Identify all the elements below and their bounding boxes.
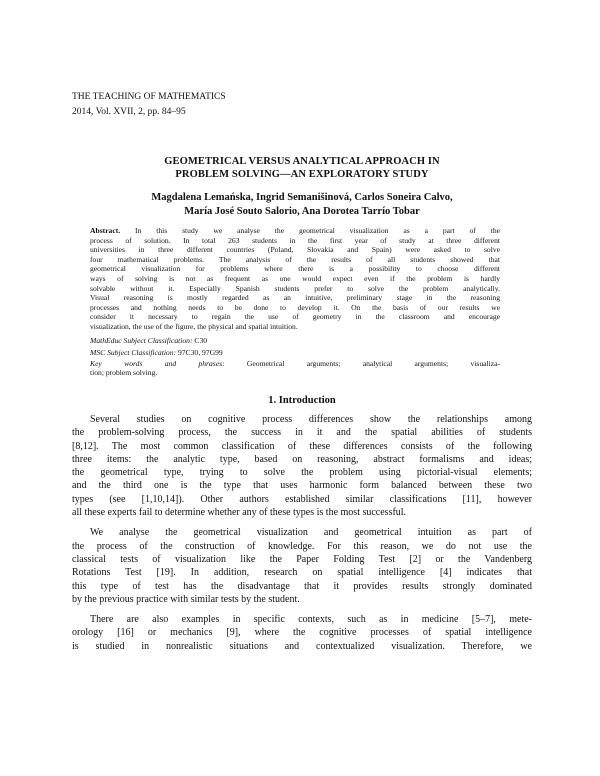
text-line: this type of test has the disadvantage that it provides results strongly dominated xyxy=(72,580,532,592)
abstract-line: process of solution. In total 263 students in the first year of study at three different xyxy=(90,235,500,245)
text-line: Rotations Test [19]. In addition, research on spatial intelligence [4] indicates that xyxy=(72,567,532,579)
journal-header xyxy=(72,90,532,120)
text-line: and the third one is the type that uses harmonic form balanced between these two xyxy=(72,480,532,492)
author-line: Magdalena Lemańska, Ingrid Semanišinová, Carlos Soneira Calvo, xyxy=(151,192,453,203)
text-line: orology [16] or mechanics [9], where the cognitive processes of spatial intelligence xyxy=(72,627,532,639)
keywords-continued: tion; problem solving. xyxy=(90,368,158,378)
abstract-line: Visual reasoning is mostly regarded as an intuitive, preliminary stage in the reasoning xyxy=(90,293,500,303)
journal-issue: 2014, Vol. XVII, 2, pp. 84–95 xyxy=(72,107,186,117)
text-line: classical tests of visualization like the Paper Folding Test [2] or the Vandenberg xyxy=(72,553,532,565)
abstract-line: geometrical visualization for problems where there is a possibility to choose different xyxy=(90,264,500,274)
abstract-line: solvable without it. Especially Spanish students prefer to solve the problem analytically. xyxy=(90,283,500,293)
title-line: PROBLEM SOLVING—AN EXPLORATORY STUDY xyxy=(175,169,429,180)
journal-name: THE TEACHING OF MATHEMATICS xyxy=(72,92,226,102)
paragraph xyxy=(72,613,532,653)
text-line: the problem-solving process, the success in it and the spatial abilities of students xyxy=(72,427,532,439)
abstract-block xyxy=(90,226,500,378)
text-line: There are also examples in specific contexts, such as in medicine [5–7], mete- xyxy=(90,614,532,626)
classification-block xyxy=(90,335,500,378)
title-line: GEOMETRICAL VERSUS ANALYTICAL APPROACH IN xyxy=(164,156,440,167)
abstract-line: ways of solving is not as frequent as one would expect even if the problem is hardly xyxy=(90,273,500,283)
text-line: Several studies on cognitive process differences show the relationships among xyxy=(90,414,532,425)
abstract-line: processes and nothing needs to be done to develop it. On the basis of our results we xyxy=(90,302,500,312)
paper-title xyxy=(72,155,532,181)
section-heading: 1. Introduction xyxy=(268,395,336,406)
text-line: three items: the analytic type, based on reasoning, abstract formalisms and ideas; xyxy=(72,453,532,465)
paragraph xyxy=(72,526,532,606)
author-line: María José Souto Salorio, Ana Dorotea Tarrío Tobar xyxy=(184,206,420,217)
abstract-label: Abstract. xyxy=(90,226,121,235)
body-text xyxy=(72,413,532,660)
text-line: the geometrical type, trying to solve the problem using pictorial-visual elements; xyxy=(72,467,532,479)
author-list xyxy=(72,191,532,219)
abstract-line: Abstract. In this study we analyse the geometrical visualization as a part of the xyxy=(90,226,500,235)
text-line: [8,12]. The most common classification of these differences consists of the following xyxy=(72,440,532,452)
msc-classification: MSC Subject Classification: 97C30, 97G99 xyxy=(90,347,223,357)
abstract-line: four mathematical problems. The analysis of the results of all students showed that xyxy=(90,254,500,264)
text-line: is studied in nonrealistic situations and contextualized visualization. Therefore, we xyxy=(72,640,532,652)
abstract-line: universities in three different countries (Poland, Slovakia and Spain) were asked to solve xyxy=(90,245,500,255)
abstract-line: visualization, the use of the figure, the physical and spatial intuition. xyxy=(90,321,298,331)
text-line: types (see [1,10,14]). Other authors established similar classifications [11], however xyxy=(72,493,532,505)
text-line: We analyse the geometrical visualization and geometrical intuition as part of xyxy=(90,527,532,539)
paragraph xyxy=(72,413,532,519)
abstract-line: consider it necessary to regain the use of geometry in the classroom and encourage xyxy=(90,312,500,322)
text-line: by the previous practice with similar tests by the student. xyxy=(72,593,300,605)
text-line: the process of the construction of knowledge. For this reason, we do not use the xyxy=(72,540,532,552)
mathedu-classification: MathEduc Subject Classification: C30 xyxy=(90,335,208,345)
keywords: Key words and phrases: Geometrical arguments; analytical arguments; visualiza- xyxy=(90,358,500,368)
text-line: all these experts fail to determine whether any of these types is the most successful. xyxy=(72,507,407,519)
